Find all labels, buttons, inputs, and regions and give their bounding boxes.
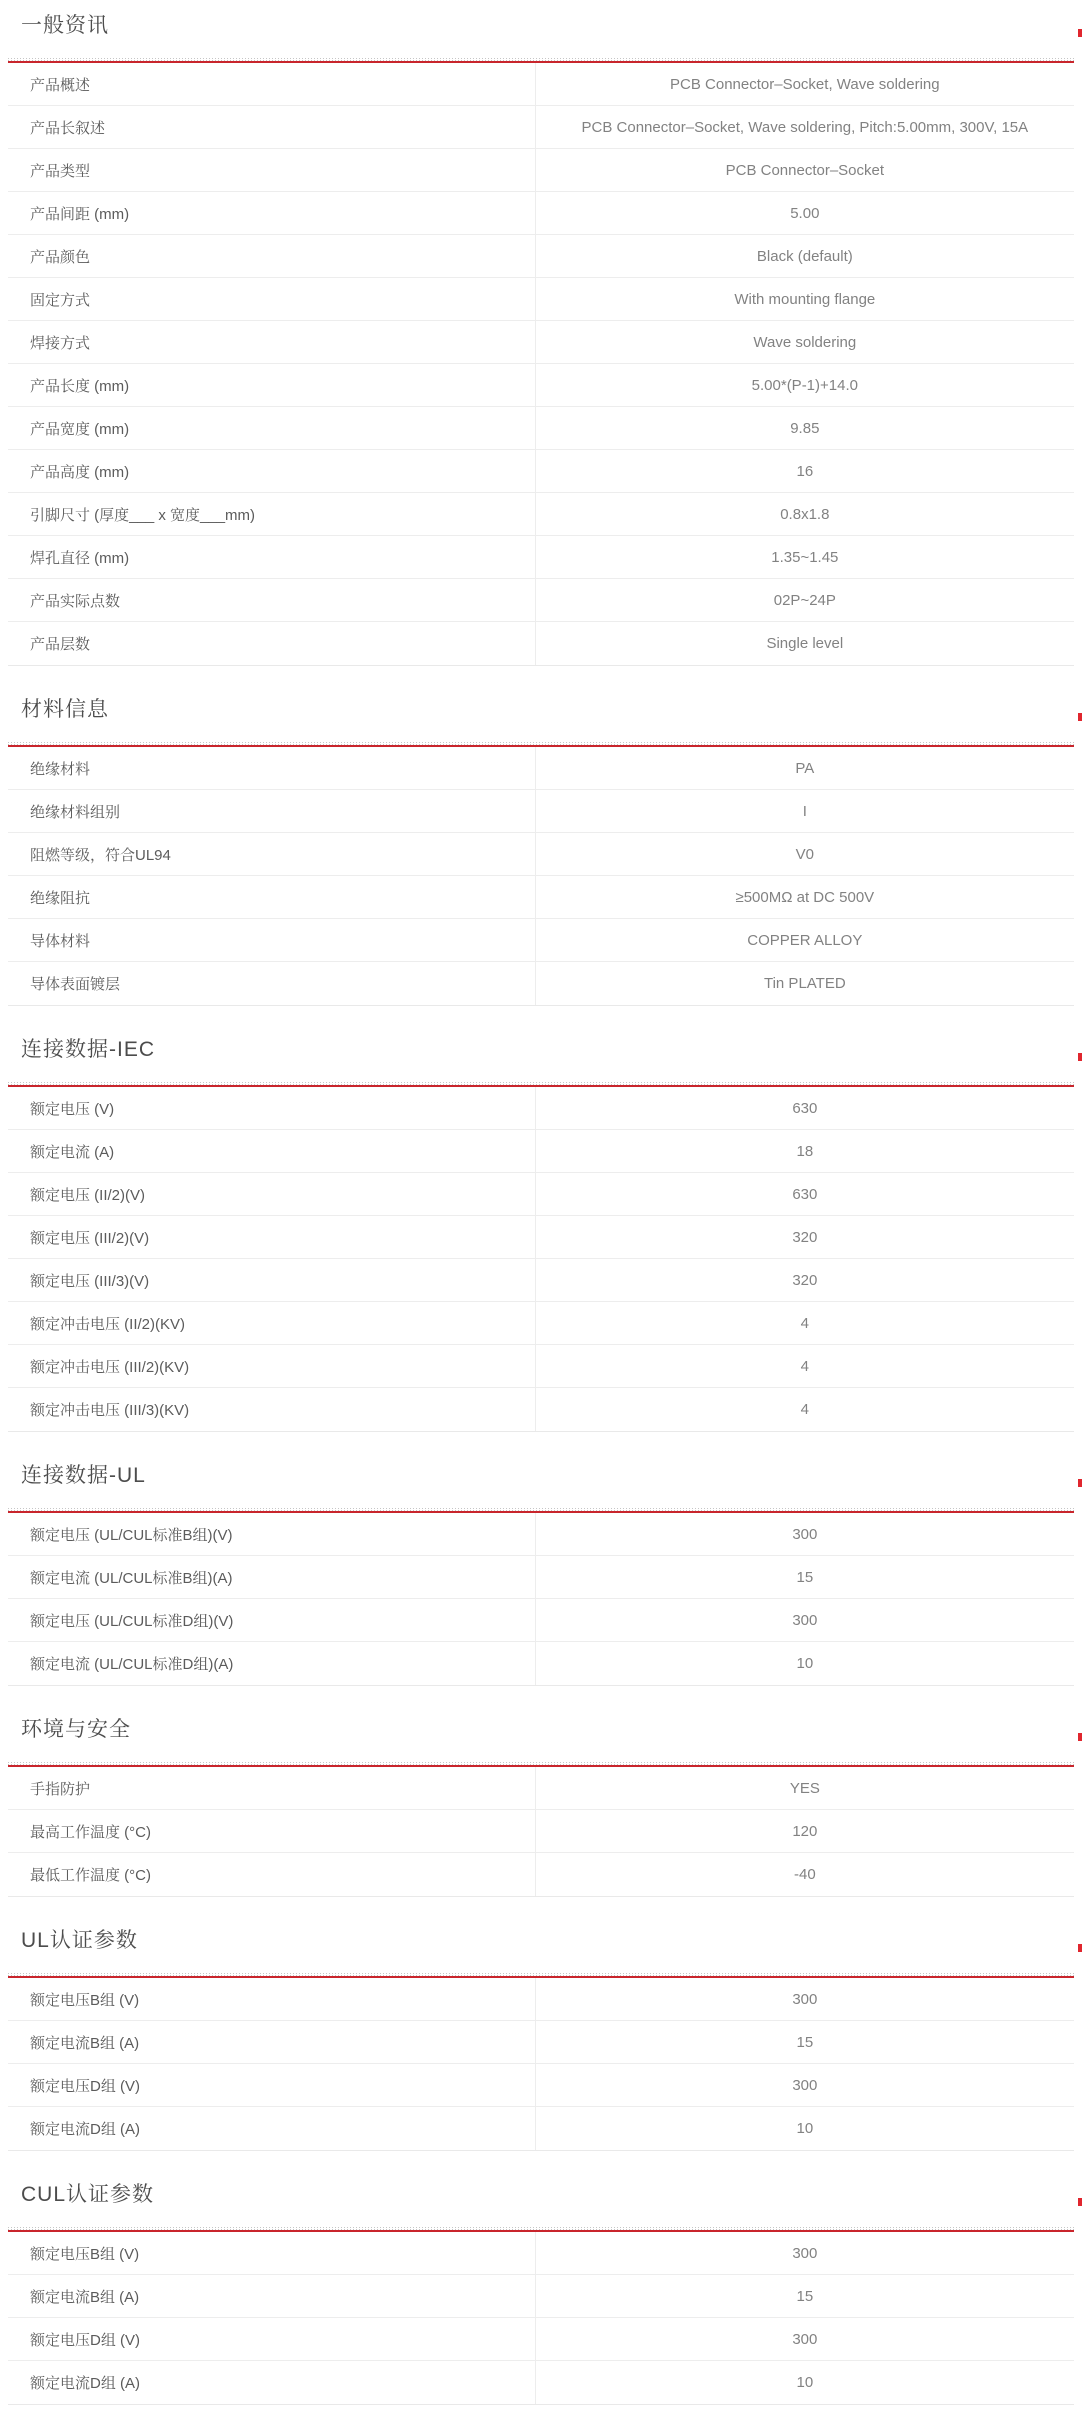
- row-label: 额定电流 (UL/CUL标准B组)(A): [8, 1556, 536, 1598]
- table-row: [8, 1173, 1074, 1216]
- table-row: [8, 450, 1074, 493]
- row-value: I: [802, 802, 807, 820]
- section-anchor-marker-icon: [1078, 1479, 1082, 1487]
- row-value: 4: [800, 1401, 809, 1418]
- row-value: 120: [792, 1822, 818, 1840]
- row-label: 额定电压 (UL/CUL标准D组)(V): [8, 1599, 536, 1641]
- section-anchor-marker-icon: [1078, 1053, 1082, 1061]
- row-label: 阻燃等级，符合UL94: [8, 833, 536, 875]
- spec-table: [8, 1087, 1074, 1432]
- spec-section: [8, 1038, 1074, 1432]
- row-value: With mounting flange: [734, 290, 876, 308]
- table-row: [8, 1130, 1074, 1173]
- section-title: 材料信息: [21, 698, 109, 721]
- section-title: 连接数据-UL: [21, 1464, 146, 1487]
- row-label: 额定电流 (A): [8, 1130, 536, 1172]
- table-row: [8, 1810, 1074, 1853]
- row-value: 10: [796, 2120, 814, 2137]
- row-value: 4: [800, 1314, 809, 1332]
- row-label: 额定电流B组 (A): [8, 2021, 536, 2063]
- row-label: 额定电压D组 (V): [8, 2064, 536, 2106]
- row-value: 10: [796, 2374, 814, 2391]
- table-row: [8, 1259, 1074, 1302]
- row-value: 4: [800, 1357, 809, 1375]
- row-label: 产品概述: [8, 63, 536, 105]
- table-row: [8, 1556, 1074, 1599]
- row-value: 300: [792, 1611, 818, 1629]
- row-value: 300: [792, 1525, 818, 1543]
- row-label: 额定电压B组 (V): [8, 2232, 536, 2274]
- section-anchor-marker-icon: [1078, 713, 1082, 721]
- section-anchor-marker-icon: [1078, 1944, 1082, 1952]
- section-title: 连接数据-IEC: [21, 1038, 155, 1061]
- section-anchor-marker-icon: [1078, 1733, 1082, 1741]
- table-row: [8, 63, 1074, 106]
- row-value: Single level: [766, 635, 844, 652]
- table-row: [8, 790, 1074, 833]
- spec-table: [8, 747, 1074, 1006]
- spec-table: [8, 1767, 1074, 1897]
- section-title: 一般资讯: [21, 14, 109, 37]
- table-row: [8, 536, 1074, 579]
- table-row: [8, 192, 1074, 235]
- row-value: COPPER ALLOY: [747, 931, 863, 949]
- table-row: [8, 1513, 1074, 1556]
- table-row: [8, 2275, 1074, 2318]
- spec-section: [8, 2183, 1074, 2405]
- spec-table: [8, 1513, 1074, 1686]
- row-label: 固定方式: [8, 278, 536, 320]
- spec-section: [8, 14, 1074, 666]
- table-row: [8, 2107, 1074, 2150]
- row-value: 300: [792, 2076, 818, 2094]
- row-label: 额定电压 (III/2)(V): [8, 1216, 536, 1258]
- spec-section: [8, 1929, 1074, 2151]
- row-value: 300: [792, 2330, 818, 2348]
- spec-table: [8, 1978, 1074, 2151]
- row-label: 额定电压 (V): [8, 1087, 536, 1129]
- row-value: ≥500MΩ at DC 500V: [735, 888, 875, 906]
- row-label: 产品宽度 (mm): [8, 407, 536, 449]
- row-value: 15: [796, 2033, 814, 2051]
- table-row: [8, 1642, 1074, 1685]
- row-label: 焊接方式: [8, 321, 536, 363]
- row-label: 额定电流 (UL/CUL标准D组)(A): [8, 1642, 536, 1685]
- table-row: [8, 579, 1074, 622]
- table-row: [8, 747, 1074, 790]
- table-row: [8, 2361, 1074, 2404]
- row-label: 最低工作温度 (°C): [8, 1853, 536, 1896]
- row-value: 18: [796, 1142, 814, 1160]
- row-label: 额定电压D组 (V): [8, 2318, 536, 2360]
- table-row: [8, 1599, 1074, 1642]
- row-label: 产品长叙述: [8, 106, 536, 148]
- row-value: 1.35~1.45: [771, 548, 839, 566]
- table-row: [8, 622, 1074, 665]
- section-title: 环境与安全: [21, 1718, 131, 1741]
- row-label: 绝缘材料组别: [8, 790, 536, 832]
- row-value: 15: [796, 1568, 814, 1586]
- row-label: 额定电压B组 (V): [8, 1978, 536, 2020]
- row-label: 引脚尺寸 (厚度___ x 宽度___mm): [8, 493, 536, 535]
- table-row: [8, 1978, 1074, 2021]
- table-row: [8, 2064, 1074, 2107]
- row-label: 绝缘阻抗: [8, 876, 536, 918]
- row-value: 300: [792, 1990, 818, 2008]
- row-value: 0.8x1.8: [780, 505, 830, 523]
- row-label: 额定冲击电压 (III/2)(KV): [8, 1345, 536, 1387]
- row-value: YES: [789, 1779, 820, 1797]
- row-value: 5.00: [790, 204, 820, 222]
- row-label: 导体表面镀层: [8, 962, 536, 1005]
- row-value: 5.00*(P-1)+14.0: [751, 376, 858, 394]
- table-row: [8, 1302, 1074, 1345]
- section-anchor-marker-icon: [1078, 29, 1082, 37]
- table-row: [8, 1853, 1074, 1896]
- row-label: 产品类型: [8, 149, 536, 191]
- row-label: 最高工作温度 (°C): [8, 1810, 536, 1852]
- row-value: -40: [793, 1866, 816, 1883]
- row-label: 产品实际点数: [8, 579, 536, 621]
- row-value: 02P~24P: [773, 591, 836, 609]
- spec-section: [8, 698, 1074, 1006]
- table-row: [8, 149, 1074, 192]
- row-value: Black (default): [756, 247, 853, 265]
- table-row: [8, 2021, 1074, 2064]
- table-row: [8, 1388, 1074, 1431]
- row-label: 产品颜色: [8, 235, 536, 277]
- row-value: Tin PLATED: [763, 975, 846, 992]
- spec-section: [8, 1718, 1074, 1897]
- row-value: 10: [796, 1655, 814, 1672]
- row-value: 9.85: [790, 419, 820, 437]
- row-value: 630: [792, 1185, 818, 1203]
- row-label: 手指防护: [8, 1767, 536, 1809]
- table-row: [8, 833, 1074, 876]
- table-row: [8, 493, 1074, 536]
- row-value: PA: [795, 759, 815, 777]
- row-value: 320: [792, 1228, 818, 1246]
- table-row: [8, 364, 1074, 407]
- row-value: Wave soldering: [753, 333, 857, 351]
- table-row: [8, 235, 1074, 278]
- table-row: [8, 2318, 1074, 2361]
- table-row: [8, 1767, 1074, 1810]
- section-title: UL认证参数: [21, 1929, 138, 1952]
- row-label: 额定电压 (III/3)(V): [8, 1259, 536, 1301]
- row-label: 产品层数: [8, 622, 536, 665]
- table-row: [8, 407, 1074, 450]
- section-title: CUL认证参数: [21, 2183, 155, 2206]
- table-row: [8, 278, 1074, 321]
- table-row: [8, 106, 1074, 149]
- row-value: V0: [795, 845, 814, 863]
- row-label: 额定电压 (UL/CUL标准B组)(V): [8, 1513, 536, 1555]
- spec-table: [8, 2232, 1074, 2405]
- table-row: [8, 321, 1074, 364]
- row-label: 产品间距 (mm): [8, 192, 536, 234]
- table-row: [8, 962, 1074, 1005]
- spec-table: [8, 63, 1074, 666]
- table-row: [8, 2232, 1074, 2275]
- row-value: 15: [796, 2287, 814, 2305]
- row-value: PCB Connector–Socket: [725, 161, 885, 179]
- table-row: [8, 1345, 1074, 1388]
- row-value: 320: [792, 1271, 818, 1289]
- row-label: 额定电压 (II/2)(V): [8, 1173, 536, 1215]
- row-value: 630: [792, 1099, 818, 1117]
- row-label: 产品高度 (mm): [8, 450, 536, 492]
- section-anchor-marker-icon: [1078, 2198, 1082, 2206]
- row-label: 额定冲击电压 (II/2)(KV): [8, 1302, 536, 1344]
- row-label: 额定电流D组 (A): [8, 2361, 536, 2404]
- table-row: [8, 1087, 1074, 1130]
- spec-section: [8, 1464, 1074, 1686]
- row-label: 额定电流D组 (A): [8, 2107, 536, 2150]
- row-label: 额定电流B组 (A): [8, 2275, 536, 2317]
- table-row: [8, 919, 1074, 962]
- row-value: 16: [796, 462, 814, 480]
- table-row: [8, 876, 1074, 919]
- table-row: [8, 1216, 1074, 1259]
- row-label: 导体材料: [8, 919, 536, 961]
- row-label: 绝缘材料: [8, 747, 536, 789]
- row-label: 额定冲击电压 (III/3)(KV): [8, 1388, 536, 1431]
- row-value: PCB Connector–Socket, Wave soldering: [670, 75, 940, 93]
- row-label: 焊孔直径 (mm): [8, 536, 536, 578]
- row-label: 产品长度 (mm): [8, 364, 536, 406]
- row-value: PCB Connector–Socket, Wave soldering, Pitch:5.00mm, 300V, 15A: [581, 118, 1029, 136]
- row-value: 300: [792, 2244, 818, 2262]
